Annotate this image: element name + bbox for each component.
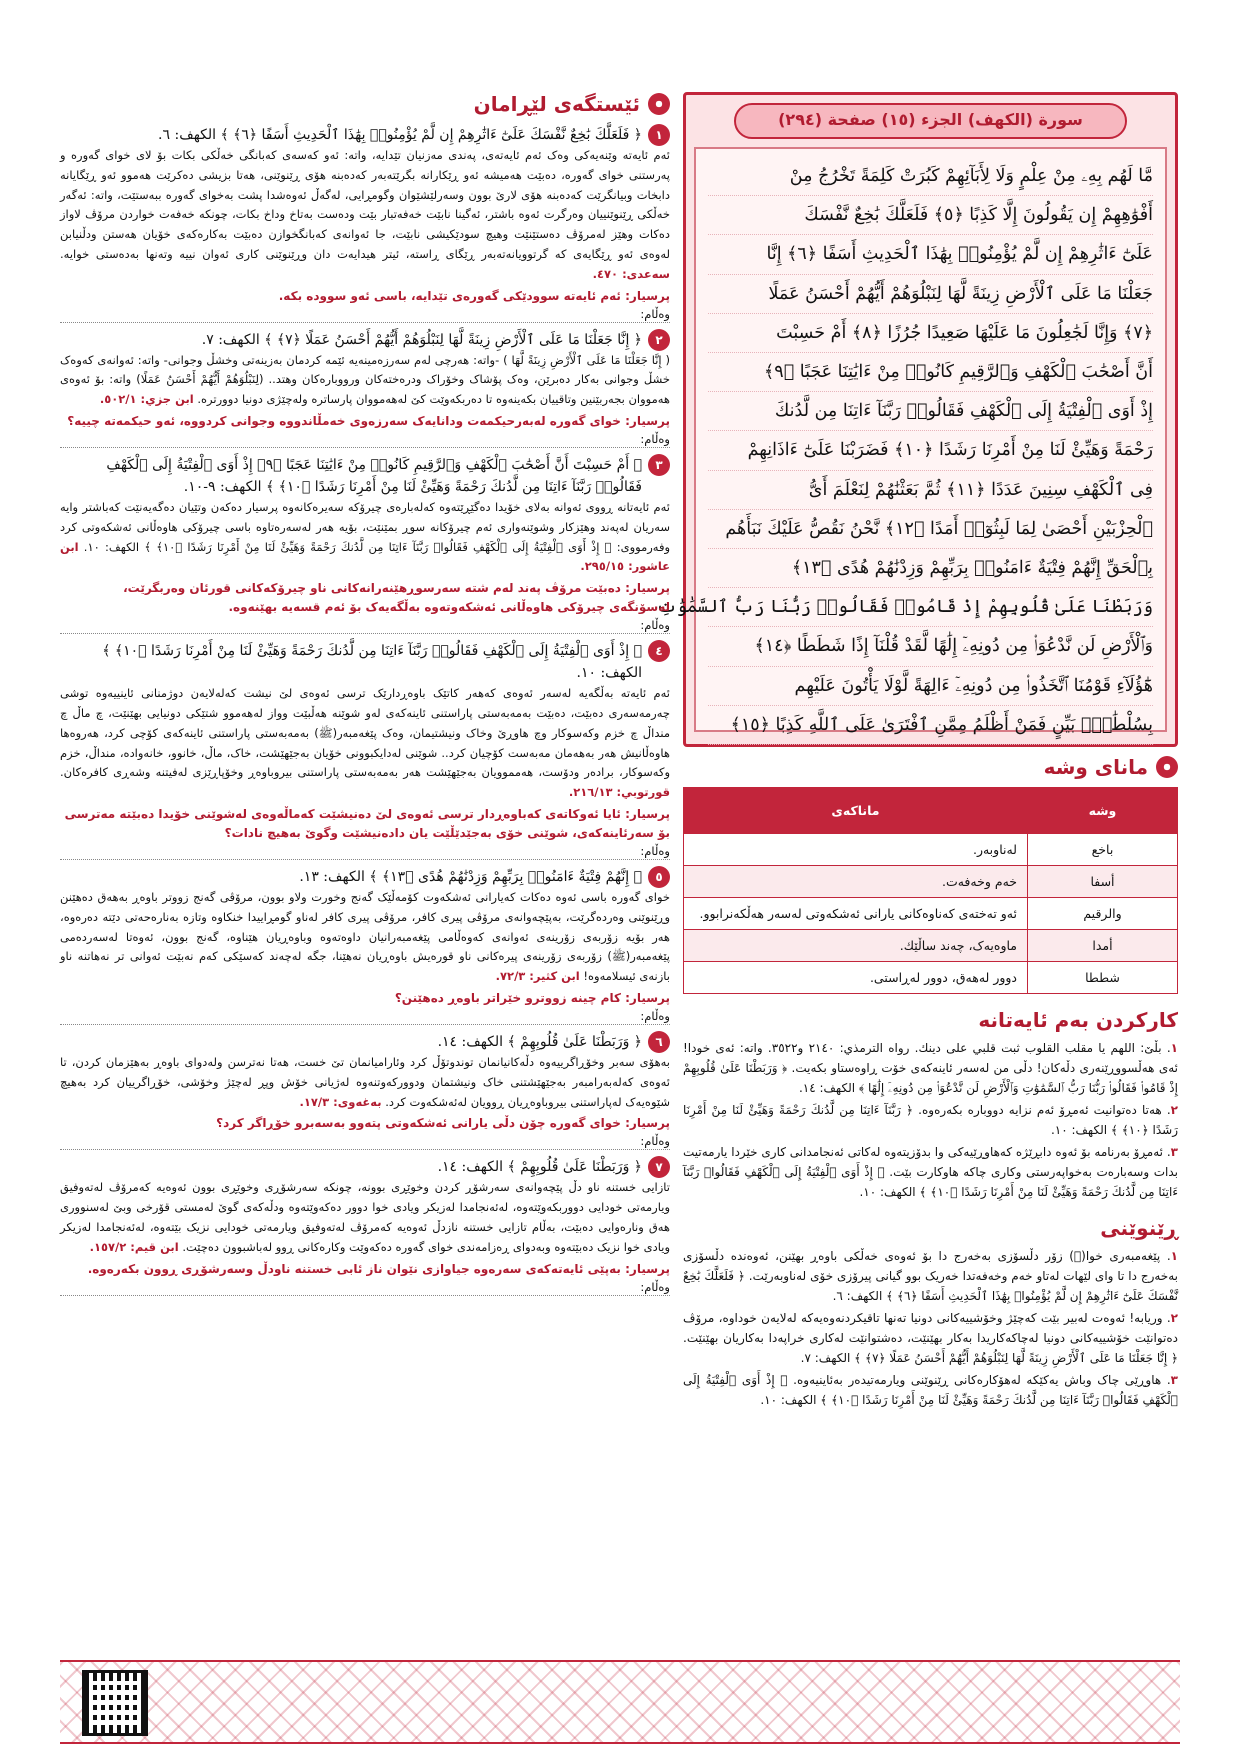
- reflection-number: ٧: [648, 1156, 670, 1178]
- guidance-item: ١. پێغەمبەری خوا(ﷺ) زۆر دڵسۆزی بەخەرج دا بۆ ئەوەی خەڵکی باوەڕ بهێنن، ئەوەندە دڵسۆزی بەخەرج دا تا وای لێهات لەتاو خەم وخەفەتدا خەریک بوو گیانی پیرۆزی خۆی لەناوبەرێت. ﴿ فَلَعَلَّكَ بَٰخِعٌ نَّفْسَكَ عَلَىٰٓ ءَاثَٰرِهِمْ إِن لَّمْ يُؤْمِنُوا۟ بِهَٰذَا ٱلْحَدِيثِ أَسَفًا ﴿٦﴾ ﴾ الكهف: ٦.: [683, 1249, 1178, 1303]
- reflection-item: [60, 124, 670, 323]
- meaning-cell: خەم وخەفەت.: [684, 866, 1028, 898]
- reflection-verse: ﴿ إِنَّهُمْ فِتْيَةٌ ءَامَنُوا۟ بِرَبِّهِمْ وَزِدْنَٰهُمْ هُدًى ﴿١٣﴾ ﴾ الكهف: ١٣.: [299, 868, 642, 885]
- reflection-number: ٥: [648, 866, 670, 888]
- reflection-source: ابن كثير: ٧٢/٣.: [495, 969, 580, 984]
- word-cell: والرقيم: [1028, 898, 1178, 930]
- meaning-cell: ئەو تەختەی کەناوەکانی یارانی ئەشکەوتی لەسەر هەڵکەنرابوو.: [684, 898, 1028, 930]
- reflection-verse-row: [60, 124, 670, 146]
- apply-item-number: ٣: [1170, 1145, 1178, 1159]
- reflection-verse: ﴿ وَرَبَطْنَا عَلَىٰ قُلُوبِهِمْ ﴾ الكهف: ١٤.: [437, 1159, 642, 1176]
- answer-line[interactable]: وەڵام:: [60, 617, 670, 634]
- quran-line: أَفْوَٰهِهِمْ إِن يَقُولُونَ إِلَّا كَذِبًا ﴿٥﴾ فَلَعَلَّكَ بَٰخِعٌ نَّفْسَكَ: [708, 196, 1153, 235]
- apply-item: ٢. هەتا دەتوانیت ئەمڕۆ ئەم نزایە دووبارە بکەرەوە. ﴿ رَبَّنَآ ءَاتِنَا مِن لَّدُنكَ رَحْمَةً وَهَيِّئْ لَنَا مِنْ أَمْرِنَا رَشَدًا ﴿١٠﴾ ﴾ الكهف: ١٠.: [683, 1103, 1178, 1137]
- reflection-verse-row: [60, 866, 670, 888]
- apply-item-text: بڵێ: اللهم يا مقلب القلوب ثبت قلبي على دينك. رواه الترمذي: ٢١٤٠ و٣٥٢٢. واتە: ئەی خودا! ئەی هەڵسووڕێنەری دڵەکان! دڵی من لەسەر ئاینەکەی خۆت ڕاوەستاو بکەیت. ﴿ وَرَبَطْنَا عَلَىٰ قُلُوبِهِمْ إِذْ قَامُوا۟ فَقَالُوا۟ رَبُّنَا رَبُّ ٱلسَّمَٰوَٰتِ وَٱلْأَرْضِ لَن نَّدْعُوَا۟ مِن دُونِهِۦٓ إِلَٰهًا ﴾ الكهف: ١٤.: [683, 1041, 1178, 1095]
- reflection-body: [60, 888, 670, 987]
- qr-code-icon[interactable]: [82, 1670, 148, 1736]
- answer-line[interactable]: وەڵام:: [60, 843, 670, 860]
- guidance-item: ٣. هاوڕێی چاک وباش یەکێکە لەهۆکارەکانی ڕێنوێنی ویارمەتیدەر بەئاینیەوە. ﴿ إِذْ أَوَى ٱلْفِتْيَةُ إِلَى ٱلْكَهْفِ فَقَالُوا۟ رَبَّنَآ ءَاتِنَا مِن لَّدُنكَ رَحْمَةً وَهَيِّئْ لَنَا مِنْ أَمْرِنَا رَشَدًا ﴿١٠﴾ ﴾ الكهف: ١٠.: [683, 1373, 1178, 1407]
- reflection-text: خوای گەورە باسی ئەوە دەکات کەیارانی ئەشکەوت کۆمەڵێک گەنج وخورت ولاو بوون، مرۆڤی گەنج زووتر باوەڕ بەهەق دەهێنن وڕێنوێنی وەردەگرێت، بەپێچەوانەی مرۆڤی پیری کافر، مرۆڤی پیری کافر لەناو گومڕاییدا خنکاوە وتازە بەنارەحەتی دێتە دەرەوە، هەر بۆیە زۆربەی زۆرینەی ئەوانەی کەوەڵامی پێغەمبەرانیان داوەتەوە وباوەڕیان هێناوە، گەنج بوون، ئەوەتا لەسەردەمی پێغەمبەر(ﷺ) زۆربەی زۆرینەی پیرەکانی ناو قورەیش باوەڕیان نەهێنا، جگە لەچەند کەسێکی کەم نەبێت ئەوانی تر نەهاتنە ناو بازنەی ئیسلامەوە!: [60, 889, 670, 984]
- apply-item-text: ئەمڕۆ بەرنامە بۆ ئەوە دابڕێژە کەهاوڕێیەکی وا بدۆزیتەوە لەکاتی ئەنجامدانی کاری خێردا یارمەتیت بدات وسەبارەت بەخواپەرستی وکاری چاکە هاوکارت بێت. ﴿ إِذْ أَوَى ٱلْفِتْيَةُ إِلَى ٱلْكَهْفِ فَقَالُوا۟ رَبَّنَآ ءَاتِنَا مِن لَّدُنكَ رَحْمَةً وَهَيِّئْ لَنَا مِنْ أَمْرِنَا رَشَدًا ﴿١٠﴾ ﴾ الكهف: ١٠.: [683, 1145, 1178, 1199]
- reflection-item: [60, 1031, 670, 1150]
- reflection-verse-row: [60, 329, 670, 351]
- words-col-word: وشە: [1028, 788, 1178, 834]
- reflection-source: قورتوبي: ٢١٦/١٣.: [568, 785, 670, 800]
- answer-line[interactable]: وەڵام:: [60, 306, 670, 323]
- words-col-meaning: ماناکەی: [684, 788, 1028, 834]
- quran-line: عَلَىٰٓ ءَاثَٰرِهِمْ إِن لَّمْ يُؤْمِنُوا۟ بِهَٰذَا ٱلْحَدِيثِ أَسَفًا ﴿٦﴾ إِنَّا: [708, 235, 1153, 274]
- reflection-verse: ﴿ أَمْ حَسِبْتَ أَنَّ أَصْحَٰبَ ٱلْكَهْفِ وَٱلرَّقِيمِ كَانُوا۟ مِنْ ءَايَٰتِنَا عَجَبًا ﴿٩﴾ إِذْ أَوَى ٱلْفِتْيَةُ إِلَى ٱلْكَهْفِ فَقَالُوا۟ رَبَّنَآ ءَاتِنَا مِن لَّدُنكَ رَحْمَةً وَهَيِّئْ لَنَا مِنْ أَمْرِنَا رَشَدًا ﴿١٠﴾ ﴾ الكهف: ٩-١٠.: [106, 456, 642, 495]
- quran-page-frame: [656, 92, 1178, 747]
- quran-text: [656, 147, 1167, 735]
- words-header: [683, 755, 1178, 779]
- reflection-verse: ﴿ فَلَعَلَّكَ بَٰخِعٌ نَّفْسَكَ عَلَىٰٓ ءَاثَٰرِهِمْ إِن لَّمْ يُؤْمِنُوا۟ بِهَٰذَا ٱلْحَدِيثِ أَسَفًا ﴿٦﴾ ﴾ الكهف: ٦.: [158, 127, 642, 143]
- reflection-number: ٦: [648, 1031, 670, 1053]
- quran-line: بِٱلْحَقِّ إِنَّهُمْ فِتْيَةٌ ءَامَنُوا۟ بِرَبِّهِمْ وَزِدْنَٰهُمْ هُدًى ﴿١٣﴾: [708, 549, 1153, 588]
- reflections-list: [60, 124, 670, 1296]
- reflection-verse: ﴿ وَرَبَطْنَا عَلَىٰ قُلُوبِهِمْ ﴾ الكهف: ١٤.: [437, 1033, 642, 1050]
- words-table: [683, 787, 1178, 994]
- words-row: [684, 866, 1178, 898]
- reflection-verse-row: [60, 1156, 670, 1178]
- reflection-text: ئەم ئایەتە بەڵگەیە لەسەر ئەوەی کەهەر کاتێک باوەڕدارێک ترسی ئەوەی لێ نیشت کەلەلایەن دوژمنانی ئاینییەوە توشی چەرمەسەری دەبێت، دەبێت بەمەبەستی پاراستنی ئاینەکەی لەو شوێنە هەڵبێت وواز لەهەموو شتێکی دونیایی بهێنێت، چ ماڵ چ منداڵ چ خزم وکەسوکار وچ هاوڕێ وخاک ونیشتیمان، وەک پێغەمبەر(ﷺ) بەمەبەستی پاراستنی ئاینەکەی کۆچی کرد، هەروەها هاوەڵانیش هەر بەهەمان مەبەست کۆچیان کرد.. شوێنی لەدایکبوونی خۆیان بەجێهێشت، خاک، ماڵ، خانوو، خانەوادە، منداڵ، خزم وکەسوکار، برادەر ودۆست، هەمموویان بەجێهێشت هەر بەمەبەستی پاراستنی بیروباوەڕ وخۆپاڕێزی لەفیتنە وشەڕی کافرەکان.: [60, 686, 670, 780]
- guidance-item-text: وریابە! ئەوەت لەبیر بێت کەچێژ وخۆشییەکانی دونیا تەنها تاقیکردنەوەیەکە لەلایەن خوداوە، مرۆڤ دەتوانێت خۆشییەکانی دونیا لەچاکەکاریدا بەکار بهێنێت، دەشتوانێت لەکاری خراپەدا بەکاریان بهێنێت. ﴿ إِنَّا جَعَلْنَا مَا عَلَى ٱلْأَرْضِ زِينَةً لَّهَا لِنَبْلُوَهُمْ أَيُّهُمْ أَحْسَنُ عَمَلًا ﴿٧﴾ ﴾ الكهف: ٧.: [683, 1311, 1178, 1365]
- reflection-body: [60, 351, 670, 410]
- quran-line: هَٰٓؤُلَآءِ قَوْمُنَا ٱتَّخَذُوا۟ مِن دُونِهِۦٓ ءَالِهَةً لَّوْلَا يَأْتُونَ عَلَيْهِم: [708, 667, 1153, 706]
- reflection-text: ( إِنَّا جَعَلْنَا مَا عَلَى ٱلْأَرْضِ زِينَةً لَّهَا ) -واتە: هەرچی لەم سەرزەمینەیە ئێمە کردمان بەزینەتی وخشڵ وجوانی- واتە: ئەوانەی کەوەک خشڵ وجوانی بەکار دەبرێن، وەک پۆشاک وخۆراک ودرەختەکان ورووبارەکان وهتد.. (لِنَبْلُوَهُمْ أَيُّهُمْ أَحْسَنُ عَمَلًا) واتە: بۆ ئەوەی هەمووان بجەربێنین وتاقییان بکەینەوە تا دەربکەوێت کێ لەهەمووان پارساترە ولەچێژی دونیا دوورترە.: [60, 352, 670, 407]
- quran-line: ٱلْحِزْبَيْنِ أَحْصَىٰ لِمَا لَبِثُوٓا۟ أَمَدًا ﴿١٢﴾ نَّحْنُ نَقُصُّ عَلَيْكَ نَبَأَهُم: [708, 510, 1153, 549]
- guidance-title: ڕێنوێنی: [1100, 1216, 1178, 1240]
- guidance-list: [683, 1246, 1178, 1410]
- apply-title: کارکردن بەم ئایەتانە: [978, 1008, 1178, 1032]
- reflection-question: پرسیار: کام چینە زووترو خێراتر باوەڕ دەهێنن؟: [394, 990, 670, 1005]
- quran-line: بِسُلْطَٰنٍۭ بَيِّنٍ فَمَنْ أَظْلَمُ مِمَّنِ ٱفْتَرَىٰ عَلَى ٱللَّهِ كَذِبًا ﴿١٥﴾: [708, 706, 1153, 745]
- quran-line: رَحْمَةً وَهَيِّئْ لَنَا مِنْ أَمْرِنَا رَشَدًا ﴿١٠﴾ فَضَرَبْنَا عَلَىٰٓ ءَاذَانِهِمْ: [708, 431, 1153, 470]
- word-cell: أمدا: [1028, 930, 1178, 962]
- guidance-item-number: ٢: [1170, 1311, 1178, 1325]
- quran-page-header: سورة (الكهف) الجزء (١٥) صفحة (٢٩٤): [734, 103, 1127, 139]
- apply-list: [683, 1038, 1178, 1202]
- guidance-item-number: ٣: [1170, 1373, 1178, 1387]
- answer-line[interactable]: وەڵام:: [60, 1279, 670, 1296]
- reflection-question: پرسیار: ئایا ئەوکاتەی کەباوەڕدار ترسی ئەوەی لێ دەنیشێت کەماڵەوەی لەشوێنی خۆیدا دەبێتە مەترسی بۆ سەرئاینەکەی، شوێنی خۆی بەجێدێڵێت یان دادەنیشێت وگوێ بەهیچ نادات؟: [64, 806, 670, 840]
- reflection-body: [60, 146, 670, 285]
- answer-line[interactable]: وەڵام:: [60, 1133, 670, 1150]
- reflection-source: بەغەوی: ١٧/٣.: [299, 1094, 382, 1109]
- quran-line: وَٱلْأَرْضِ لَن نَّدْعُوَا۟ مِن دُونِهِۦٓ إِلَٰهًا لَّقَدْ قُلْنَآ إِذًا شَطَطًا ﴿١٤﴾: [708, 627, 1153, 666]
- reflection-item: [60, 1156, 670, 1295]
- flower-icon: [1156, 756, 1178, 778]
- quran-line: مَّا لَهُم بِهِۦ مِنْ عِلْمٍ وَلَا لِأَبَآئِهِمْ كَبُرَتْ كَلِمَةً تَخْرُجُ مِنْ: [708, 157, 1153, 196]
- reflection-verse: ﴿ إِذْ أَوَى ٱلْفِتْيَةُ إِلَى ٱلْكَهْفِ فَقَالُوا۟ رَبَّنَآ ءَاتِنَا مِن لَّدُنكَ رَحْمَةً وَهَيِّئْ لَنَا مِنْ أَمْرِنَا رَشَدًا ﴿١٠﴾ ﴾ الكهف: ١٠.: [102, 643, 642, 682]
- reflection-text: ئەم ئایەتانە ڕووی ئەوانە بەلای خۆیدا دەگێڕێتەوە کەلەبارەی چیرۆکە سەیرەکانەوە پرسیار دەکەن وتێیان دەگەیەنێت کەباشتر وایە سەریان لەپەند وهێزکار وشوێنەواری ئەم چیرۆکانە سوڕ بمێنێت، بۆیە هەر لەسەرەتاوە باسی چیرۆکی هاوەڵانی ئەشکەوتی کرد وفەرمووی: ﴿ إِذْ أَوَى ٱلْفِتْيَةُ إِلَى ٱلْكَهْفِ فَقَالُوا۟ رَبَّنَآ ءَاتِنَا مِن لَّدُنكَ رَحْمَةً وَهَيِّئْ لَنَا مِنْ أَمْرِنَا رَشَدًا ﴿١٠﴾ ﴾ الكهف: ١٠.: [60, 499, 671, 554]
- reflection-text: بەهۆی سەبر وخۆڕاگرییەوە دڵەکانیانمان توندوتۆڵ کرد وئارامیانمان تێ خست، هەتا نەترسن ولەدوای باوەڕ بەهێزمان کردن، تا ئەوەی کەلەبەرامبەر بەجێهێشتنی خاک ونیشتمان ودوورکەوتنەوە لەژیانی خۆش وپڕ لەچێژ وخۆشی، خۆڕاگرییان کرد بەهیچ شێوەیەک لەپاراستنی بیروباوەڕیان ڕوویان لەئەشکەوت کرد.: [60, 1054, 670, 1109]
- reflection-source: سەعدی: ٤٧٠.: [592, 266, 670, 281]
- reflection-question: پرسیار: بەپێی ئایەتەکەی سەرەوە جیاوازی نێوان ناز ئابی خستنە ناودڵ وسەرشۆڕی ڕوون بکەرەوە.: [87, 1261, 670, 1276]
- quran-line: أَنَّ أَصْحَٰبَ ٱلْكَهْفِ وَٱلرَّقِيمِ كَانُوا۟ مِنْ ءَايَٰتِنَا عَجَبًا ﴿٩﴾: [708, 353, 1153, 392]
- flower-icon: [648, 93, 670, 115]
- reflection-text: ئەم ئایەتە وێنەیەکی وەک ئەم ئایەتەی، پەندی مەزنیان تێدایە، واتە: ئەو کەسەی کەبانگی خەڵکی بکات بۆ لای خوای گەورە و پەرستنی خوای گەورە، دەبێت هەمیشە ئەو ڕێکارانە بگرێتەبەر کەدەبنە هۆی ڕێنوێنی، هەتا بزیشی دەکرێت هەموو ئەو ڕێگایانە دابخات وبیانگرێت کەدەبنە هۆی لارێ بوون وسەرلێشێوان وگومڕایی، لەگەڵ ئەوەشدا پشت بەخوای گەورە ببەستێت، واتە: ئەگەر خەڵکی ڕێنوێنییان وەرگرت ئەوە باشتر، ئەگینا نابێت خەفەتبار بێت ودەست بەتاخ وداخ بکات، چونکە خەفەت خواردن مرۆڤ لاواز دەکات وهێز لەمرۆڤ دەستێنێت وهیچ سودێکیشی نابێت، جا ئەوانەی کەبانگخوازن دەبێت بەکارەکەی خۆیان هەستن ودڵنیابن لەوەی ئەو ڕێگایەی کە گرتوویانەتەبەر ڕێگای ڕاستە، ئیتر هیدایەت دان وڕێنوێنی کاری ئەوان نییە وتەنها بەدەستی خوایە.: [60, 148, 670, 261]
- meaning-cell: ماوەیەک، چەند ساڵێك.: [684, 930, 1028, 962]
- reflection-verse-row: [60, 454, 670, 498]
- meaning-cell: لەناوبەر.: [684, 834, 1028, 866]
- reflection-item: [60, 329, 670, 448]
- reflection-number: ٤: [648, 640, 670, 662]
- reflection-body: [60, 498, 670, 577]
- reflection-text: تازایی خستنە ناو دڵ پێچەوانەی سەرشۆڕ کردن وخوێڕی بوونە، چونکە سەرشۆڕی وخوێڕی بوون ئەوەیە کەمرۆڤ لەتەوفیق ویارمەتی خودایی دووربکەوێتەوە، لەئەنجامدا لەزیکر ویادی خوا دوور دەکەوێتەوە ودڵەکەی گوێ لەمستی قۆرخی وبێ لەسنووری هەق ونارەوایی دەبێت، بەڵام تازایی خستنە نازدڵ ئەوەیە کەمرۆڤ لەتەوفیق ویارمەتی خودایی نزیک بێتەوە، لەئەنجامدا لەزیکر ویادی خوا نزیک دەبێتەوە وبەدوای ڕەزامەندی خوای گەورە دەکەوێت وکارەکانی ڕوو لەباشبوون دەچێت.: [60, 1180, 670, 1254]
- meaning-cell: دوور لەهەق، دوور لەڕاستی.: [684, 962, 1028, 994]
- reflection-body: [60, 684, 670, 803]
- reflections-header: [60, 92, 670, 116]
- reflection-question: پرسیار: خوای گەورە چۆن دڵی یارانی ئەشکەوتی پتەوو بەسەبرو خۆڕاگر کرد؟: [216, 1116, 670, 1131]
- reflection-source: ابن قیم: ١٥٧/٢.: [89, 1239, 179, 1254]
- words-row: [684, 834, 1178, 866]
- reflection-verse: ﴿ إِنَّا جَعَلْنَا مَا عَلَى ٱلْأَرْضِ زِينَةً لَّهَا لِنَبْلُوَهُمْ أَيُّهُمْ أَحْسَنُ عَمَلًا ﴿٧﴾ ﴾ الكهف: ٧.: [201, 331, 642, 348]
- answer-line[interactable]: وەڵام:: [60, 431, 670, 448]
- reflections-title: ئێستگەی لێڕامان: [473, 92, 640, 116]
- word-cell: أسفا: [1028, 866, 1178, 898]
- reflection-source: ابن جزي: ٥٠٢/١.: [99, 392, 194, 407]
- reflection-item: [60, 640, 670, 860]
- guidance-item-number: ١: [1170, 1249, 1178, 1263]
- apply-item: ٣. ئەمڕۆ بەرنامە بۆ ئەوە دابڕێژە کەهاوڕێیەکی وا بدۆزیتەوە لەکاتی ئەنجامدانی کاری خێردا یارمەتیت بدات وسەبارەت بەخواپەرستی وکاری چاکە هاوکارت بێت. ﴿ إِذْ أَوَى ٱلْفِتْيَةُ إِلَى ٱلْكَهْفِ فَقَالُوا۟ رَبَّنَآ ءَاتِنَا مِن لَّدُنكَ رَحْمَةً وَهَيِّئْ لَنَا مِنْ أَمْرِنَا رَشَدًا ﴿١٠﴾ ﴾ الكهف: ١٠.: [683, 1145, 1178, 1199]
- words-row: [684, 962, 1178, 994]
- word-cell: شططا: [1028, 962, 1178, 994]
- guidance-item: ٢. وریابە! ئەوەت لەبیر بێت کەچێژ وخۆشییەکانی دونیا تەنها تاقیکردنەوەیەکە لەلایەن خوداوە، مرۆڤ دەتوانێت خۆشییەکانی دونیا لەچاکەکاریدا بەکار بهێنێت، دەشتوانێت لەکاری خراپەدا بەکاریان بهێنێت. ﴿ إِنَّا جَعَلْنَا مَا عَلَى ٱلْأَرْضِ زِينَةً لَّهَا لِنَبْلُوَهُمْ أَيُّهُمْ أَحْسَنُ عَمَلًا ﴿٧﴾ ﴾ الكهف: ٧.: [683, 1311, 1178, 1365]
- reflection-number: ٢: [648, 329, 670, 351]
- reflection-number: ١: [648, 124, 670, 146]
- reflection-question: پرسیار: دەبێت مرۆڤ پەند لەم شتە سەرسوڕهێنەرانەکانی ناو چیرۆکەکانی قورئان وەربگرێت، لەسۆنگەی چیرۆکی هاوەڵانی ئەشکەوتەوە بەڵگەیەک بۆ ئەم قسەیە بهێنەوە.: [123, 581, 670, 615]
- word-cell: باخع: [1028, 834, 1178, 866]
- quran-line: جَعَلْنَا مَا عَلَى ٱلْأَرْضِ زِينَةً لَّهَا لِنَبْلُوَهُمْ أَيُّهُمْ أَحْسَنُ عَمَلًا: [708, 275, 1153, 314]
- apply-item-number: ٢: [1170, 1103, 1178, 1117]
- reflection-item: [60, 454, 670, 634]
- reflections-section: [60, 92, 670, 1680]
- reflection-question: پرسیار: خوای گەورە لەبەرحیکمەت ودانایەک سەرزەوی خەمڵاندووە وجوانی کردووە، ئەو حیکمەتە چییە؟: [67, 413, 670, 428]
- quran-line: وَرَبَطْنَا عَلَىٰ قُلُوبِهِمْ إِذْ قَامُوا۟ فَقَالُوا۟ رَبُّنَا رَبُّ ٱلسَّمَٰوَٰتِ: [708, 588, 1153, 627]
- apply-item-text: هەتا دەتوانیت ئەمڕۆ ئەم نزایە دووبارە بکەرەوە. ﴿ رَبَّنَآ ءَاتِنَا مِن لَّدُنكَ رَحْمَةً وَهَيِّئْ لَنَا مِنْ أَمْرِنَا رَشَدًا ﴿١٠﴾ ﴾ الكهف: ١٠.: [683, 1103, 1178, 1137]
- answer-line[interactable]: وەڵام:: [60, 1008, 670, 1025]
- reflection-number: ٣: [648, 454, 670, 476]
- quran-line: فِى ٱلْكَهْفِ سِنِينَ عَدَدًا ﴿١١﴾ ثُمَّ بَعَثْنَٰهُمْ لِنَعْلَمَ أَىُّ: [708, 471, 1153, 510]
- words-row: [684, 898, 1178, 930]
- words-row: [684, 930, 1178, 962]
- guidance-item-text: پێغەمبەری خوا(ﷺ) زۆر دڵسۆزی بەخەرج دا بۆ ئەوەی خەڵکی باوەڕ بهێنن، ئەوەندە دڵسۆزی بەخەرج دا تا وای لێهات لەتاو خەم وخەفەتدا خەریک بوو گیانی پیرۆزی خۆی لەناوبەرێت. ﴿ فَلَعَلَّكَ بَٰخِعٌ نَّفْسَكَ عَلَىٰٓ ءَاثَٰرِهِمْ إِن لَّمْ يُؤْمِنُوا۟ بِهَٰذَا ٱلْحَدِيثِ أَسَفًا ﴿٦﴾ ﴾ الكهف: ٦.: [683, 1249, 1178, 1303]
- reflection-verse-row: [60, 640, 670, 684]
- guidance-item-text: هاوڕێی چاک وباش یەکێکە لەهۆکارەکانی ڕێنوێنی ویارمەتیدەر بەئاینیەوە. ﴿ إِذْ أَوَى ٱلْفِتْيَةُ إِلَى ٱلْكَهْفِ فَقَالُوا۟ رَبَّنَآ ءَاتِنَا مِن لَّدُنكَ رَحْمَةً وَهَيِّئْ لَنَا مِنْ أَمْرِنَا رَشَدًا ﴿١٠﴾ ﴾ الكهف: ١٠.: [683, 1373, 1178, 1407]
- footer-ornament: [60, 1660, 1180, 1744]
- quran-line: إِذْ أَوَى ٱلْفِتْيَةُ إِلَى ٱلْكَهْفِ فَقَالُوا۟ رَبَّنَآ ءَاتِنَا مِن لَّدُنكَ: [708, 392, 1153, 431]
- reflection-item: [60, 866, 670, 1025]
- reflection-body: [60, 1053, 670, 1112]
- reflection-question: پرسیار: ئەم ئایەتە سوودێکی گەورەی تێدایە، باسی ئەو سوودە بکە.: [278, 288, 670, 303]
- apply-item: ١. بڵێ: اللهم يا مقلب القلوب ثبت قلبي على دينك. رواه الترمذي: ٢١٤٠ و٣٥٢٢. واتە: ئەی خودا! ئەی هەڵسووڕێنەری دڵەکان! دڵی من لەسەر ئاینەکەی خۆت ڕاوەستاو بکەیت. ﴿ وَرَبَطْنَا عَلَىٰ قُلُوبِهِمْ إِذْ قَامُوا۟ فَقَالُوا۟ رَبُّنَا رَبُّ ٱلسَّمَٰوَٰتِ وَٱلْأَرْضِ لَن نَّدْعُوَا۟ مِن دُونِهِۦٓ إِلَٰهًا ﴾ الكهف: ١٤.: [683, 1041, 1178, 1095]
- apply-item-number: ١: [1170, 1041, 1178, 1055]
- reflection-verse-row: [60, 1031, 670, 1053]
- words-title: مانای وشە: [1043, 755, 1148, 779]
- quran-line: ﴿٧﴾ وَإِنَّا لَجَٰعِلُونَ مَا عَلَيْهَا صَعِيدًا جُرُزًا ﴿٨﴾ أَمْ حَسِبْتَ: [708, 314, 1153, 353]
- reflection-body: [60, 1178, 670, 1257]
- sidebar-column: [683, 755, 1178, 1412]
- reflection-source: ابن عاشور: ٢٩٥/١٥.: [60, 539, 670, 574]
